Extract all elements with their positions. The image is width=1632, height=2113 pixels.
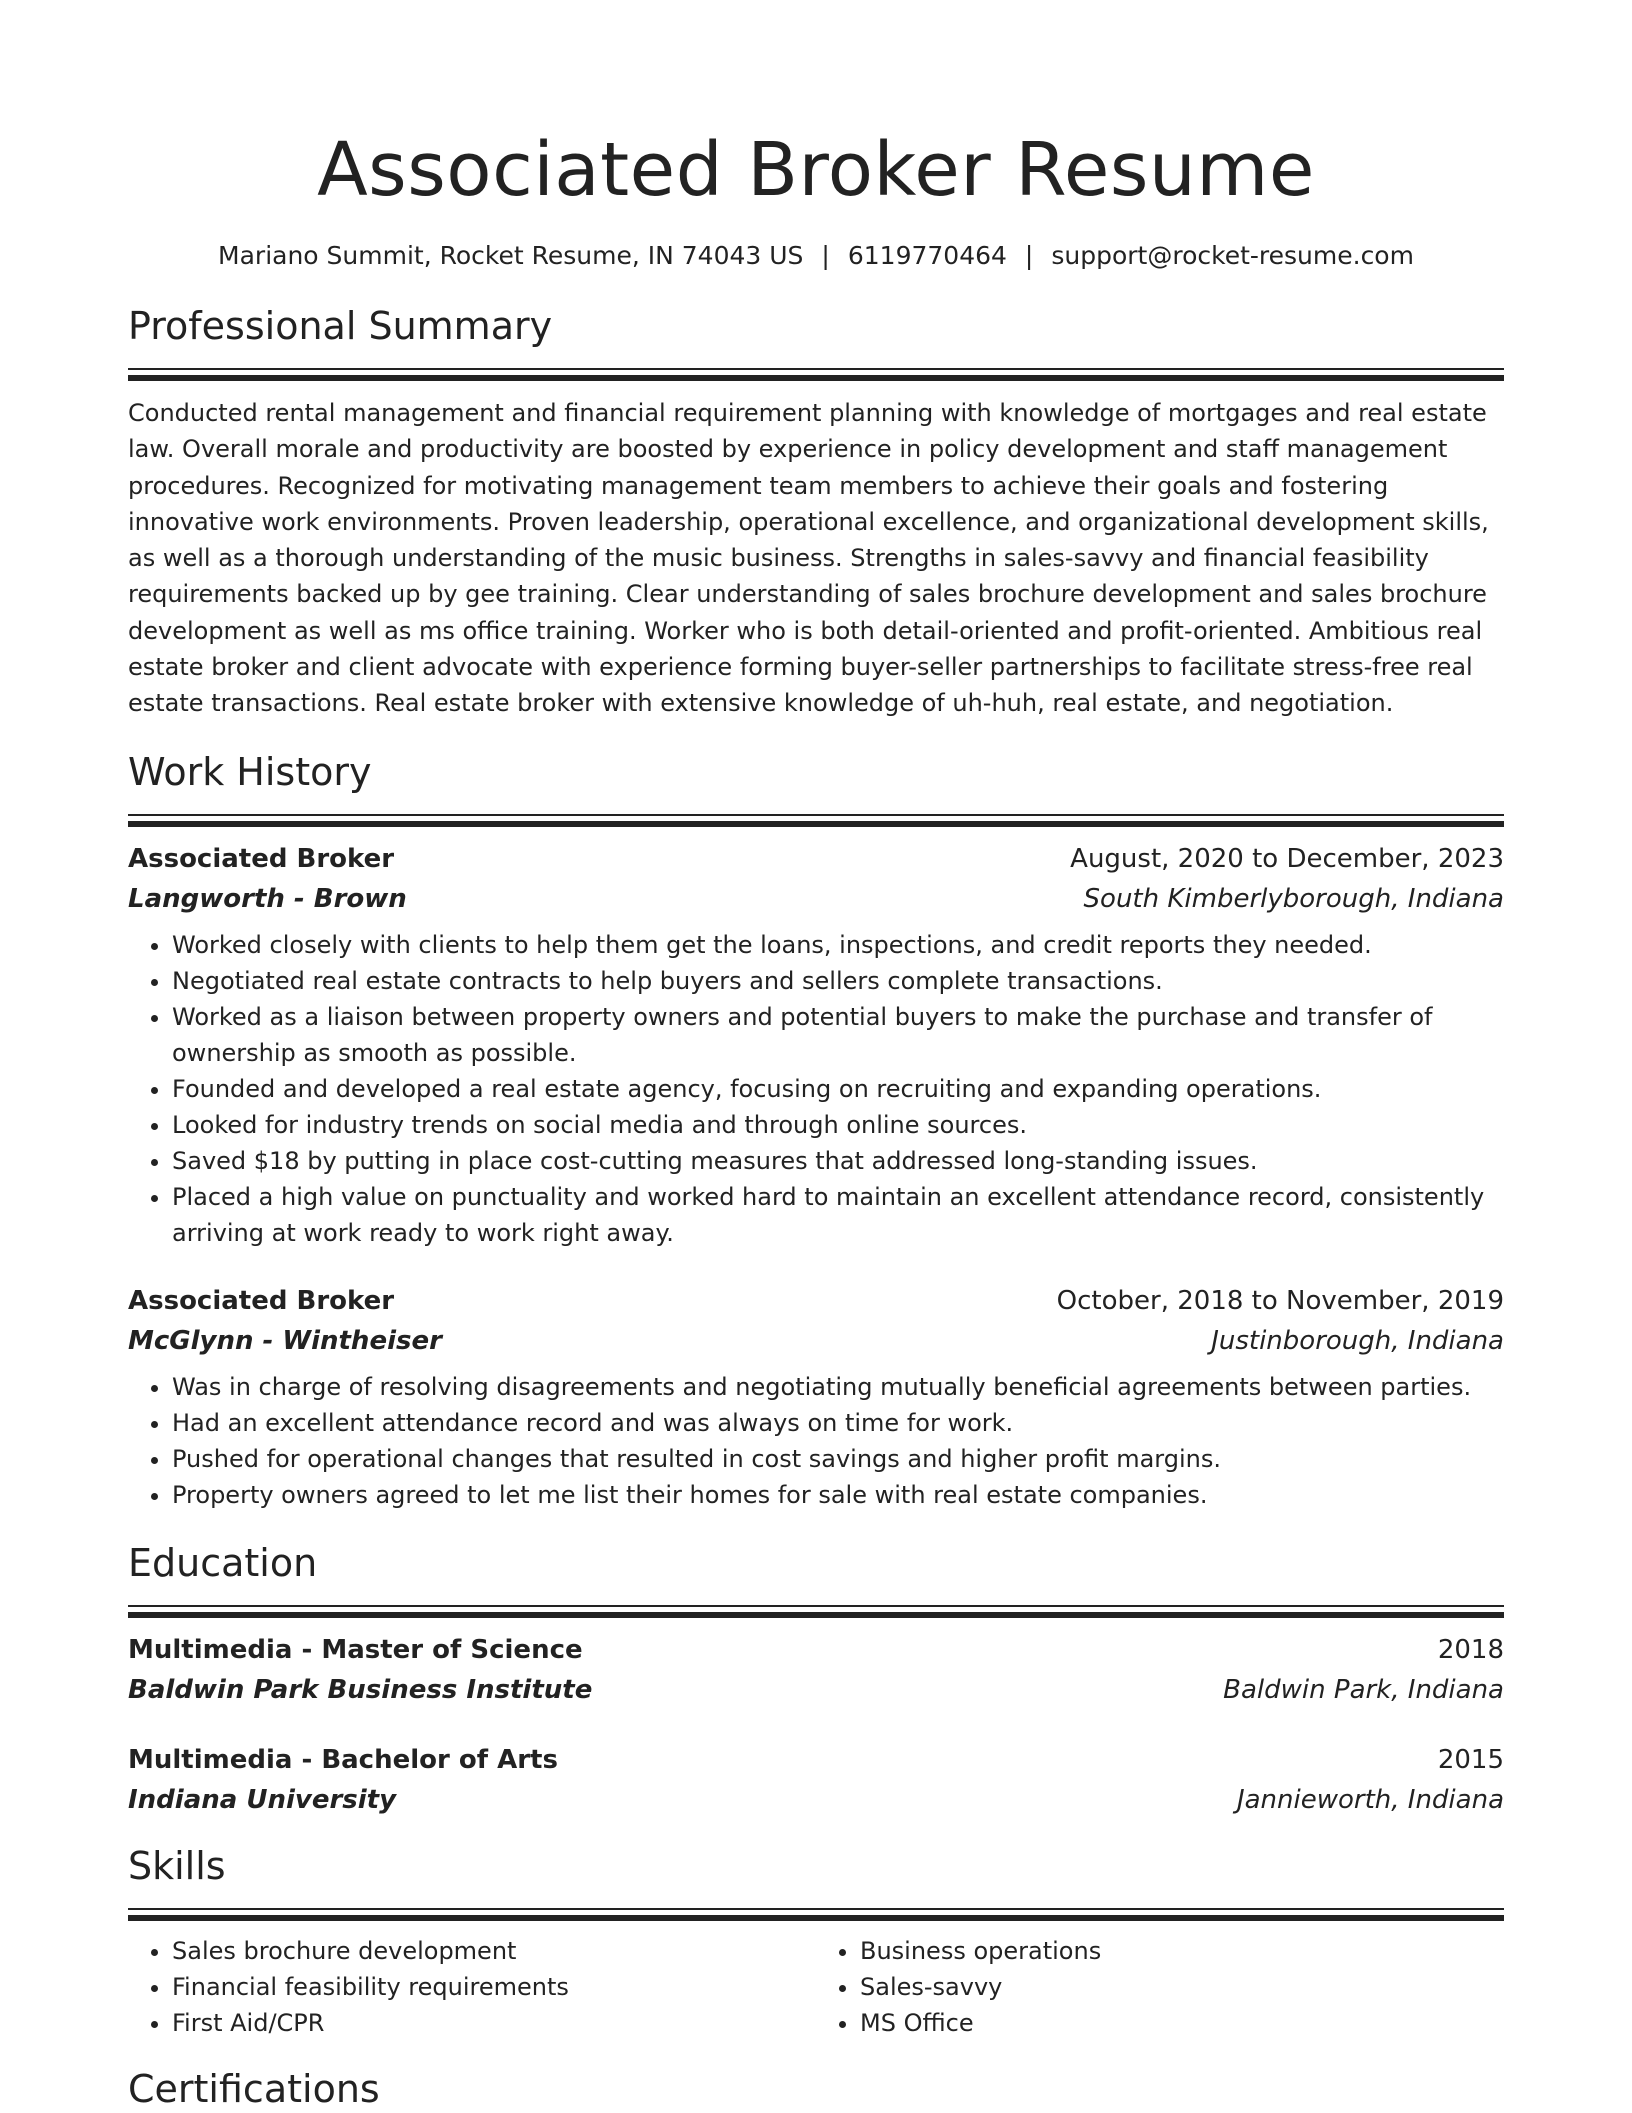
job-bullet: • Saved $18 by putting in place cost-cutting measures that addressed long-standing issues. xyxy=(172,1143,1504,1179)
education-location: Jannieworth, Indiana xyxy=(1236,1784,1504,1815)
job-location: Justinborough, Indiana xyxy=(1211,1325,1504,1356)
job-bullets xyxy=(128,927,1504,1251)
skills-section xyxy=(128,1842,1504,2041)
job-title: Associated Broker xyxy=(128,1285,395,1316)
job-entry xyxy=(128,839,1504,1251)
section-divider xyxy=(128,368,1504,381)
job-dates: August, 2020 to December, 2023 xyxy=(1070,843,1504,874)
job-bullet: • Negotiated real estate contracts to help buyers and sellers complete transactions. xyxy=(172,963,1504,999)
job-location: South Kimberlyborough, Indiana xyxy=(1083,883,1504,914)
section-heading-skills: Skills xyxy=(128,1843,226,1888)
section-heading-education: Education xyxy=(128,1540,318,1585)
section-divider xyxy=(128,814,1504,827)
education-section xyxy=(128,1539,1504,1820)
job-bullet: • Property owners agreed to let me list their homes for sale with real estate companies. xyxy=(172,1477,1504,1513)
job-bullet: • Had an excellent attendance record and was always on time for work. xyxy=(172,1405,1504,1441)
resume-title: Associated Broker Resume xyxy=(317,127,1315,213)
skills-list xyxy=(128,1933,816,2041)
skill-item: • MS Office xyxy=(860,2005,1504,2041)
education-degree: Multimedia - Master of Science xyxy=(128,1634,583,1665)
job-bullet: • Looked for industry trends on social media and through online sources. xyxy=(172,1107,1504,1143)
education-year: 2015 xyxy=(1437,1744,1504,1775)
job-bullet: • Pushed for operational changes that resulted in cost savings and higher profit margins. xyxy=(172,1441,1504,1477)
skill-item: • Financial feasibility requirements xyxy=(172,1969,816,2005)
section-heading-certifications: Certifications xyxy=(128,2066,380,2111)
summary-text: Conducted rental management and financial requirement planning with knowledge of mortgages and real estate law. Overall morale and productivity are boosted by experience in policy development and staff management procedures. Recognized for motivating management team members to achieve their goals and fostering innovative work environments. Proven leadership, operational excellence, and organizational development skills, as well as a thorough understanding of the music business. Strengths in sales-savvy and financial feasibility requirements backed up by gee training. Clear understanding of sales brochure development and sales brochure development as well as ms office training. Worker who is both detail-oriented and profit-oriented. Ambitious real estate broker and client advocate with experience forming buyer-seller partnerships to facilitate stress-free real estate transactions. Real estate broker with extensive knowledge of uh-huh, real estate, and negotiation. xyxy=(128,399,1489,718)
contact-email[interactable]: support@rocket-resume.com xyxy=(1051,241,1414,270)
section-divider xyxy=(128,1908,1504,1921)
job-bullet: • Worked as a liaison between property owners and potential buyers to make the purchase and transfer of ownership as smooth as possible. xyxy=(172,999,1504,1071)
job-entry xyxy=(128,1281,1504,1513)
skill-item: • Sales-savvy xyxy=(860,1969,1504,2005)
job-bullet: • Founded and developed a real estate agency, focusing on recruiting and expanding operations. xyxy=(172,1071,1504,1107)
skill-item: • First Aid/CPR xyxy=(172,2005,816,2041)
skills-column-left xyxy=(128,1933,816,2041)
education-entry xyxy=(128,1740,1504,1820)
education-school: Baldwin Park Business Institute xyxy=(128,1674,593,1705)
job-title: Associated Broker xyxy=(128,843,395,874)
education-location: Baldwin Park, Indiana xyxy=(1223,1674,1504,1705)
education-school: Indiana University xyxy=(128,1784,397,1815)
job-bullet: • Was in charge of resolving disagreements and negotiating mutually beneficial agreements between parties. xyxy=(172,1369,1504,1405)
contact-separator: | xyxy=(1024,241,1034,270)
job-bullets xyxy=(128,1369,1504,1513)
education-year: 2018 xyxy=(1437,1634,1504,1665)
contact-separator: | xyxy=(821,241,830,270)
job-company: Langworth - Brown xyxy=(128,883,407,914)
skills-column-right xyxy=(816,1933,1504,2041)
education-header-row xyxy=(128,1740,1504,1780)
section-heading-work-history: Work History xyxy=(128,749,372,794)
contact-address: Mariano Summit, Rocket Resume, IN 74043 US xyxy=(218,241,804,270)
skill-item: • Business operations xyxy=(860,1933,1504,1969)
section-divider xyxy=(128,1605,1504,1618)
job-company-row xyxy=(128,879,1504,919)
job-bullet: • Worked closely with clients to help them get the loans, inspections, and credit reports they needed. xyxy=(172,927,1504,963)
contact-phone: 6119770464 xyxy=(847,241,1007,270)
job-company-row xyxy=(128,1321,1504,1361)
section-heading-summary: Professional Summary xyxy=(128,304,553,348)
job-company: McGlynn - Wintheiser xyxy=(128,1325,442,1356)
education-entry xyxy=(128,1630,1504,1710)
skill-item: • Sales brochure development xyxy=(172,1933,816,1969)
job-dates: October, 2018 to November, 2019 xyxy=(1056,1285,1504,1316)
education-degree: Multimedia - Bachelor of Arts xyxy=(128,1744,558,1775)
certifications-section xyxy=(128,2065,1504,2113)
education-header-row xyxy=(128,1630,1504,1670)
job-header-row xyxy=(128,1281,1504,1321)
skills-list xyxy=(816,1933,1504,2041)
education-school-row xyxy=(128,1670,1504,1710)
skills-grid xyxy=(128,1933,1504,2041)
education-school-row xyxy=(128,1780,1504,1820)
job-bullet: • Placed a high value on punctuality and worked hard to maintain an excellent attendance record, consistently arriving at work ready to work right away. xyxy=(172,1179,1504,1251)
resume-page xyxy=(128,0,1504,2113)
summary-section xyxy=(128,302,1504,722)
contact-line xyxy=(128,240,1504,272)
job-header-row xyxy=(128,839,1504,879)
work-history-section xyxy=(128,748,1504,1513)
